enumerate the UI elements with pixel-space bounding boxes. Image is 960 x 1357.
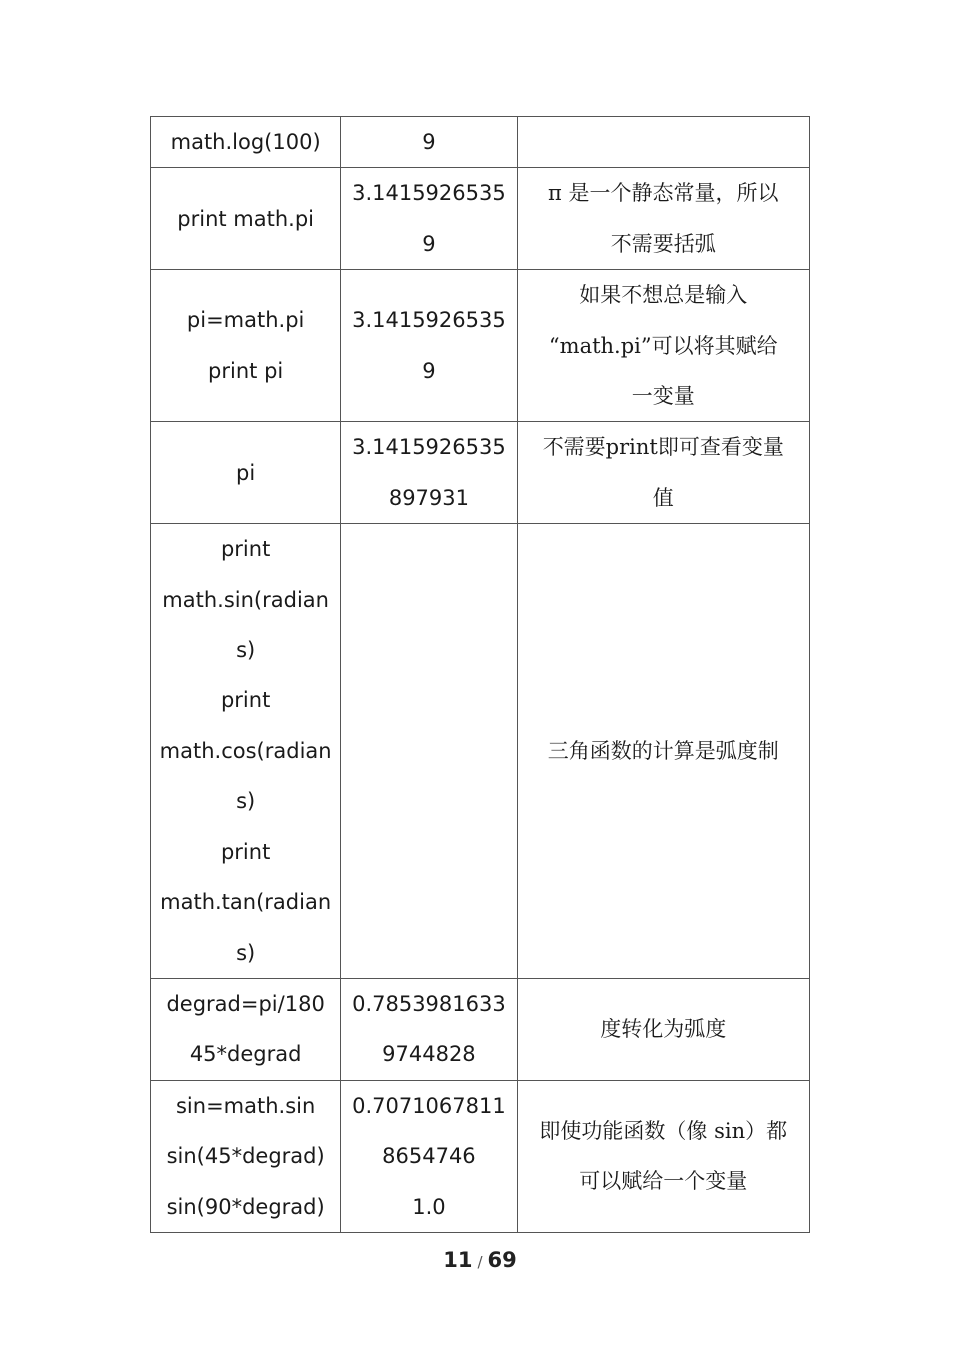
code-cell-line: math.sin(radian xyxy=(162,587,329,612)
note-cell-line: π 是一个静态常量，所以 xyxy=(548,181,779,206)
result-cell-line: 0.7071067811 xyxy=(352,1093,506,1118)
code-cell-line: sin=math.sin xyxy=(175,1093,316,1118)
table-body xyxy=(151,117,810,1233)
code-cell-line: print xyxy=(220,839,271,864)
table-row xyxy=(151,978,810,1080)
result-cell-line: 897931 xyxy=(388,485,469,510)
code-cell xyxy=(151,168,341,270)
note-cell xyxy=(517,1080,809,1232)
code-cell-line: pi xyxy=(236,460,256,485)
code-cell-line: math.log(100) xyxy=(170,130,321,154)
code-cell-line: print pi xyxy=(208,358,284,383)
note-cell-line: 如果不想总是输入 xyxy=(579,283,748,308)
result-cell-line: 8654746 xyxy=(382,1144,476,1169)
code-cell-line: 45*degrad xyxy=(189,1042,302,1067)
note-cell-line: 不需要括弧 xyxy=(610,231,716,256)
note-cell-line: 可以赋给一个变量 xyxy=(579,1169,748,1194)
code-cell-line: print xyxy=(220,688,271,713)
code-cell xyxy=(151,270,341,422)
page-number xyxy=(0,1248,960,1272)
result-cell-line: 9 xyxy=(422,130,436,154)
result-cell xyxy=(341,117,517,168)
code-cell xyxy=(151,422,341,524)
result-cell-line: 3.1415926535 xyxy=(352,181,506,206)
result-cell xyxy=(341,270,517,422)
page-separator: / xyxy=(477,1253,483,1271)
table-row xyxy=(151,1080,810,1232)
result-cell-line: 0.7853981633 xyxy=(352,991,506,1016)
code-cell-line: print xyxy=(220,537,271,562)
code-cell-line: pi=math.pi xyxy=(186,308,305,333)
result-cell-line: 9 xyxy=(422,231,436,256)
note-cell xyxy=(517,168,809,270)
code-reference-table xyxy=(150,116,810,1233)
result-cell xyxy=(341,1080,517,1232)
table-row xyxy=(151,168,810,270)
table-row xyxy=(151,422,810,524)
code-cell-line: degrad=pi/180 xyxy=(166,991,325,1016)
note-cell xyxy=(517,270,809,422)
code-cell xyxy=(151,524,341,979)
note-cell-line: 一变量 xyxy=(631,384,695,409)
table-row xyxy=(151,270,810,422)
note-cell-line: 不需要print即可查看变量 xyxy=(542,435,784,460)
note-cell xyxy=(517,524,809,979)
code-cell-line: math.tan(radian xyxy=(160,890,332,915)
result-cell-line: 3.1415926535 xyxy=(352,308,506,333)
code-cell-line: math.cos(radian xyxy=(159,738,332,763)
note-cell xyxy=(517,978,809,1080)
code-cell-line: print math.pi xyxy=(177,206,314,231)
result-cell xyxy=(341,422,517,524)
code-cell-line: sin(45*degrad) xyxy=(166,1144,325,1169)
result-cell xyxy=(341,168,517,270)
note-cell-line: 即使功能函数（像 sin）都 xyxy=(539,1118,788,1143)
note-cell-line: 三角函数的计算是弧度制 xyxy=(547,738,779,763)
note-cell-line: “math.pi”可以将其赋给 xyxy=(548,333,778,358)
result-cell xyxy=(341,524,517,979)
table-row xyxy=(151,117,810,168)
result-cell xyxy=(341,978,517,1080)
code-cell xyxy=(151,978,341,1080)
current-page: 11 xyxy=(443,1248,473,1272)
note-cell xyxy=(517,422,809,524)
code-cell-line: sin(90*degrad) xyxy=(166,1194,325,1219)
code-cell-line: s) xyxy=(236,789,256,814)
result-cell-line: 9 xyxy=(422,358,436,383)
note-cell xyxy=(517,117,809,168)
note-cell-line: 值 xyxy=(652,485,674,510)
result-cell-line: 1.0 xyxy=(412,1194,446,1219)
table-row xyxy=(151,524,810,979)
code-cell xyxy=(151,1080,341,1232)
total-pages: 69 xyxy=(487,1248,517,1272)
code-cell-line: s) xyxy=(236,638,256,663)
code-cell-line: s) xyxy=(236,940,256,965)
code-cell xyxy=(151,117,341,168)
result-cell-line: 3.1415926535 xyxy=(352,435,506,460)
note-cell-line: 度转化为弧度 xyxy=(600,1017,727,1042)
result-cell-line: 9744828 xyxy=(382,1042,476,1067)
